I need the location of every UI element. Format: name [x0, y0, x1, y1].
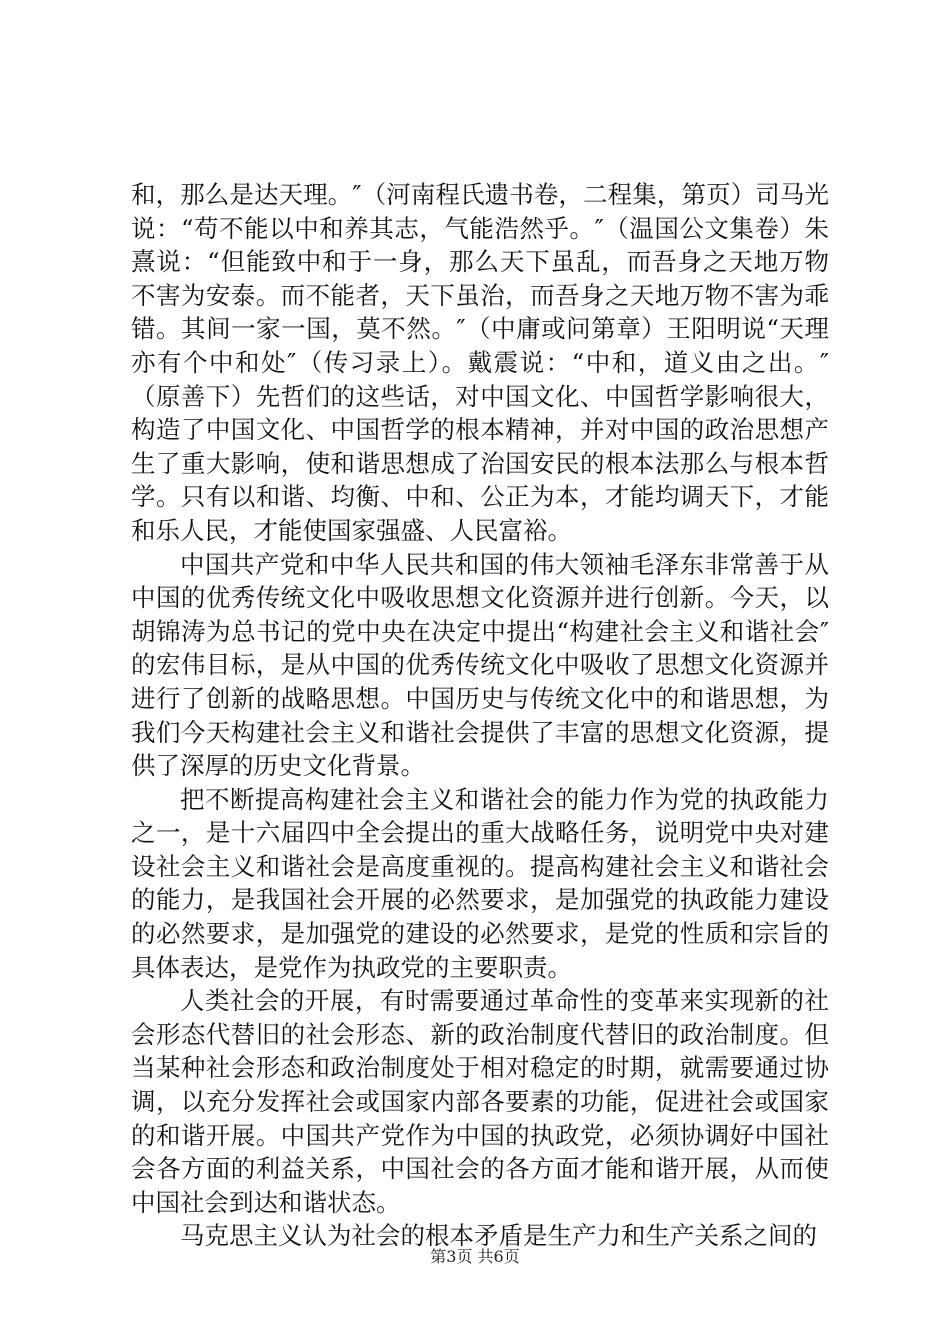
paragraph: 中国共产党和中华人民共和国的伟大领袖毛泽东非常善于从中国的优秀传统文化中吸收思想文化资源并进行创新。今天，以胡锦涛为总书记的党中央在决定中提出“构建社会主义和谐社会″的宏伟目标，是从中国的优秀传统文化中吸收了思想文化资源并进行了创新的战略思想。中国历史与传统文化中的和谐思想，为我们今天构建社会主义和谐社会提供了丰富的思想文化资源，提供了深厚的历史文化背景。 [131, 549, 829, 781]
paragraph: 把不断提高构建社会主义和谐社会的能力作为党的执政能力之一，是十六届四中全会提出的重大战略任务，说明党中央对建设社会主义和谐社会是高度重视的。提高构建社会主义和谐社会的能力，是我国社会开展的必然要求，是加强党的执政能力建设的必然要求，是加强党的建设的必然要求，是党的性质和宗旨的具体表达，是党作为执政党的主要职责。 [131, 784, 829, 982]
document-body [131, 178, 829, 1253]
paragraph: 马克思主义认为社会的根本矛盾是生产力和生产关系之间的 [180, 1221, 817, 1251]
page-footer [0, 1247, 950, 1267]
paragraph: 人类社会的开展，有时需要通过革命性的变革来实现新的社会形态代替旧的社会形态、新的政治制度代替旧的政治制度。但当某种社会形态和政治制度处于相对稳定的时期，就需要通过协调，以充分发挥社会或国家内部各要素的功能，促进社会或国家的和谐开展。中国共产党作为中国的执政党，必须协调好中国社会各方面的利益关系，中国社会的各方面才能和谐开展，从而使中国社会到达和谐状态。 [131, 986, 829, 1217]
page-number: 第3页 共6页 [430, 1247, 520, 1266]
paragraph-continued: 和，那么是达天理。″（河南程氏遗书卷，二程集，第页）司马光说：“苟不能以中和养其志，气能浩然乎。″（温国公文集卷）朱熹说：“但能致中和于一身，那么天下虽乱，而吾身之天地万物不害为安泰。而不能者，天下虽治，而吾身之天地万物不害为乖错。其间一家一国，莫不然。″（中庸或问第章）王阳明说“天理亦有个中和处″（传习录上）。戴震说：“中和，道义由之出。″（原善下）先哲们的这些话，对中国文化、中国哲学影响很大，构造了中国文化、中国哲学的根本精神，并对中国的政治思想产生了重大影响，使和谐思想成了治国安民的根本法那么与根本哲学。只有以和谐、均衡、中和、公正为本，才能均调天下，才能和乐人民，才能使国家强盛、人民富裕。 [131, 180, 829, 545]
